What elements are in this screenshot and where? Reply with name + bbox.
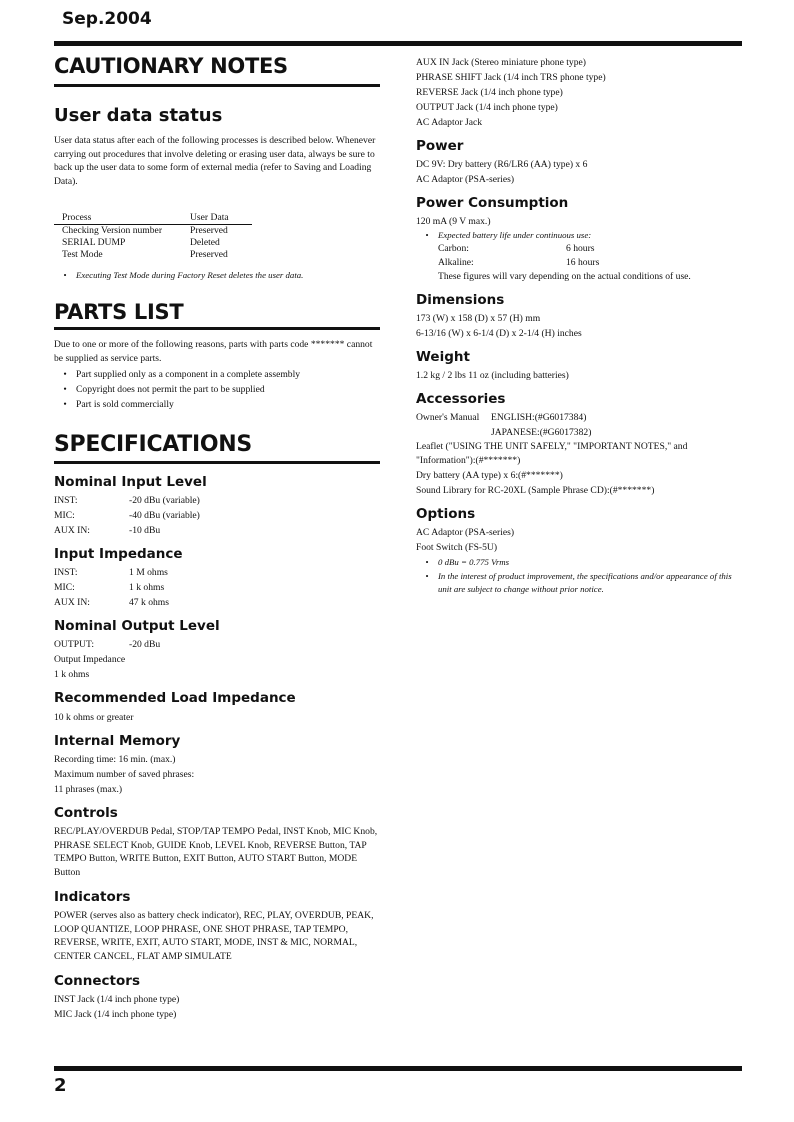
spec-label: AUX IN: xyxy=(54,525,90,536)
specifications-title: SPECIFICATIONS xyxy=(54,432,252,457)
spec-value: -40 dBu (variable) xyxy=(129,510,200,521)
options-title: Options xyxy=(416,506,476,522)
battery-hours: 16 hours xyxy=(566,257,600,268)
power-line-1: DC 9V: Dry battery (R6/LR6 (AA) type) x 6 xyxy=(416,159,588,170)
accessory-manual-row xyxy=(416,410,742,425)
top-rule xyxy=(54,41,742,46)
page-number: 2 xyxy=(54,1075,67,1096)
connector-item: PHRASE SHIFT Jack (1/4 inch TRS phone type) xyxy=(416,72,606,83)
spec-label: AUX IN: xyxy=(54,597,90,608)
accessory-value: ENGLISH:(#G6017384) xyxy=(491,412,587,423)
nominal-output-title: Nominal Output Level xyxy=(54,618,220,634)
note-text: Expected battery life under continuous use: xyxy=(438,230,592,240)
parts-title: PARTS LIST xyxy=(54,300,184,324)
table-header-row xyxy=(54,212,252,225)
user-data-table xyxy=(54,212,252,261)
spec-row xyxy=(54,595,380,610)
list-item-text: Part is sold commercially xyxy=(76,399,174,410)
accessory-battery: Dry battery (AA type) x 6:(#*******) xyxy=(416,470,563,481)
list-item xyxy=(54,397,380,412)
spec-label: INST: xyxy=(54,567,78,578)
accessory-leaflet: Leaflet ("USING THE UNIT SAFELY," "IMPORTANT NOTES," and "Information"):(#*******) xyxy=(416,441,688,466)
nominal-input-title: Nominal Input Level xyxy=(54,474,207,490)
bullet-icon: • xyxy=(63,399,67,410)
spec-row xyxy=(54,493,380,508)
connector-item: MIC Jack (1/4 inch phone type) xyxy=(54,1009,177,1020)
bullet-icon: • xyxy=(425,230,429,240)
spec-row xyxy=(54,580,380,595)
table-cell: Deleted xyxy=(190,237,220,248)
spec-label: MIC: xyxy=(54,582,75,593)
bullet-icon: • xyxy=(63,384,67,395)
battery-life-row xyxy=(416,256,742,270)
user-data-paragraph: User data status after each of the following processes is described below. Whenever carrying out procedures that involve deleting or erasing user data, always be sure to back up the user data to some form of external media (refer to Saving and Loading Data). xyxy=(54,135,376,187)
options-note-2 xyxy=(416,570,742,596)
accessories-title: Accessories xyxy=(416,391,506,407)
connector-item: OUTPUT Jack (1/4 inch phone type) xyxy=(416,102,558,113)
list-item-text: Part supplied only as a component in a complete assembly xyxy=(76,369,301,380)
connectors-title: Connectors xyxy=(54,973,140,989)
table-row xyxy=(54,249,252,261)
load-impedance-title: Recommended Load Impedance xyxy=(54,690,296,706)
connector-item: AUX IN Jack (Stereo miniature phone type) xyxy=(416,57,586,68)
consumption-footer: These figures will vary depending on the actual conditions of use. xyxy=(438,271,691,282)
table-row xyxy=(54,237,252,249)
spec-value: -20 dBu (variable) xyxy=(129,495,200,506)
connector-item: AC Adaptor Jack xyxy=(416,117,483,128)
list-item xyxy=(54,367,380,382)
accessory-library: Sound Library for RC-20XL (Sample Phrase CD):(#*******) xyxy=(416,485,655,496)
list-item-text: Copyright does not permit the part to be supplied xyxy=(76,384,265,395)
user-data-title: User data status xyxy=(54,105,223,126)
dimensions-line-1: 173 (W) x 158 (D) x 57 (H) mm xyxy=(416,313,541,324)
memory-title: Internal Memory xyxy=(54,733,181,749)
table-cell: Checking Version number xyxy=(62,225,163,236)
output-impedance-value: 1 k ohms xyxy=(54,669,90,680)
spec-value: -10 dBu xyxy=(129,525,161,536)
load-impedance-value: 10 k ohms or greater xyxy=(54,712,134,723)
option-item: AC Adaptor (PSA-series) xyxy=(416,527,515,538)
input-impedance-title: Input Impedance xyxy=(54,546,183,562)
consumption-value: 120 mA (9 V max.) xyxy=(416,216,491,227)
options-note-1 xyxy=(416,555,742,570)
output-impedance-label: Output Impedance xyxy=(54,654,126,665)
spec-row xyxy=(54,637,380,652)
bullet-icon: • xyxy=(425,571,429,581)
bottom-rule xyxy=(54,1066,742,1071)
spec-value: 1 k ohms xyxy=(129,582,165,593)
table-cell: Test Mode xyxy=(62,249,103,260)
indicators-text: POWER (serves also as battery check indicator), REC, PLAY, OVERDUB, PEAK, LOOP QUANTIZE, LOOP PHRASE, ONE SHOT PHRASE, TAP TEMPO, REVERSE, WRITE, EXIT, AUTO START, MODE, INST & MIC, NORMAL, CENTER CANCEL, FLAT AMP SIMULATE xyxy=(54,910,374,962)
connector-item: INST Jack (1/4 inch phone type) xyxy=(54,994,180,1005)
accessory-manual-jp: JAPANESE:(#G6017382) xyxy=(491,427,592,438)
power-title: Power xyxy=(416,138,464,154)
list-item xyxy=(54,382,380,397)
table-cell: Preserved xyxy=(190,249,228,260)
spec-label: MIC: xyxy=(54,510,75,521)
controls-text: REC/PLAY/OVERDUB Pedal, STOP/TAP TEMPO Pedal, INST Knob, MIC Knob, PHRASE SELECT Knob, GUIDE Knob, LEVEL Knob, REVERSE Button, TAP TEMPO Button, WRITE Button, EXIT Button, AUTO START Button, MODE Button xyxy=(54,826,378,878)
battery-type: Carbon: xyxy=(438,243,469,254)
note-text: In the interest of product improvement, the specifications and/or appearance of this unit are subject to change without prior notice. xyxy=(438,571,732,594)
spec-value: 1 M ohms xyxy=(129,567,168,578)
spec-label: INST: xyxy=(54,495,78,506)
spec-label: OUTPUT: xyxy=(54,639,95,650)
memory-line-3: 11 phrases (max.) xyxy=(54,784,123,795)
consumption-title: Power Consumption xyxy=(416,195,569,211)
consumption-note xyxy=(416,229,742,242)
spec-row xyxy=(54,508,380,523)
table-cell: SERIAL DUMP xyxy=(62,237,126,248)
bullet-icon: • xyxy=(425,557,429,567)
bullet-icon: • xyxy=(63,369,67,380)
battery-hours: 6 hours xyxy=(566,243,595,254)
indicators-title: Indicators xyxy=(54,889,131,905)
controls-title: Controls xyxy=(54,805,118,821)
memory-line-2: Maximum number of saved phrases: xyxy=(54,769,195,780)
memory-line-1: Recording time: 16 min. (max.) xyxy=(54,754,176,765)
spec-row xyxy=(54,565,380,580)
battery-type: Alkaline: xyxy=(438,257,474,268)
user-data-note xyxy=(54,269,380,282)
table-row xyxy=(54,225,252,238)
header-date: Sep.2004 xyxy=(62,9,152,29)
cautionary-title: CAUTIONARY NOTES xyxy=(54,54,288,78)
parts-paragraph: Due to one or more of the following reasons, parts with parts code ******* cannot be supplied as service parts. xyxy=(54,339,373,364)
spec-value: -20 dBu xyxy=(129,639,161,650)
battery-life-row xyxy=(416,242,742,256)
power-line-2: AC Adaptor (PSA-series) xyxy=(416,174,515,185)
table-cell: Preserved xyxy=(190,225,228,236)
connector-item: REVERSE Jack (1/4 inch phone type) xyxy=(416,87,563,98)
bullet-icon: • xyxy=(63,270,67,280)
dimensions-title: Dimensions xyxy=(416,292,505,308)
accessory-label: Owner's Manual xyxy=(416,412,480,423)
option-item: Foot Switch (FS-5U) xyxy=(416,542,498,553)
table-header-user-data: User Data xyxy=(182,212,252,225)
note-text: Executing Test Mode during Factory Reset deletes the user data. xyxy=(76,270,304,280)
dimensions-line-2: 6-13/16 (W) x 6-1/4 (D) x 2-1/4 (H) inches xyxy=(416,328,582,339)
table-header-process: Process xyxy=(54,212,182,225)
left-column xyxy=(54,48,380,1022)
spec-value: 47 k ohms xyxy=(129,597,169,608)
spec-row xyxy=(54,523,380,538)
weight-value: 1.2 kg / 2 lbs 11 oz (including batteries) xyxy=(416,370,569,381)
note-text: 0 dBu = 0.775 Vrms xyxy=(438,557,510,567)
right-column xyxy=(416,55,742,596)
weight-title: Weight xyxy=(416,349,470,365)
